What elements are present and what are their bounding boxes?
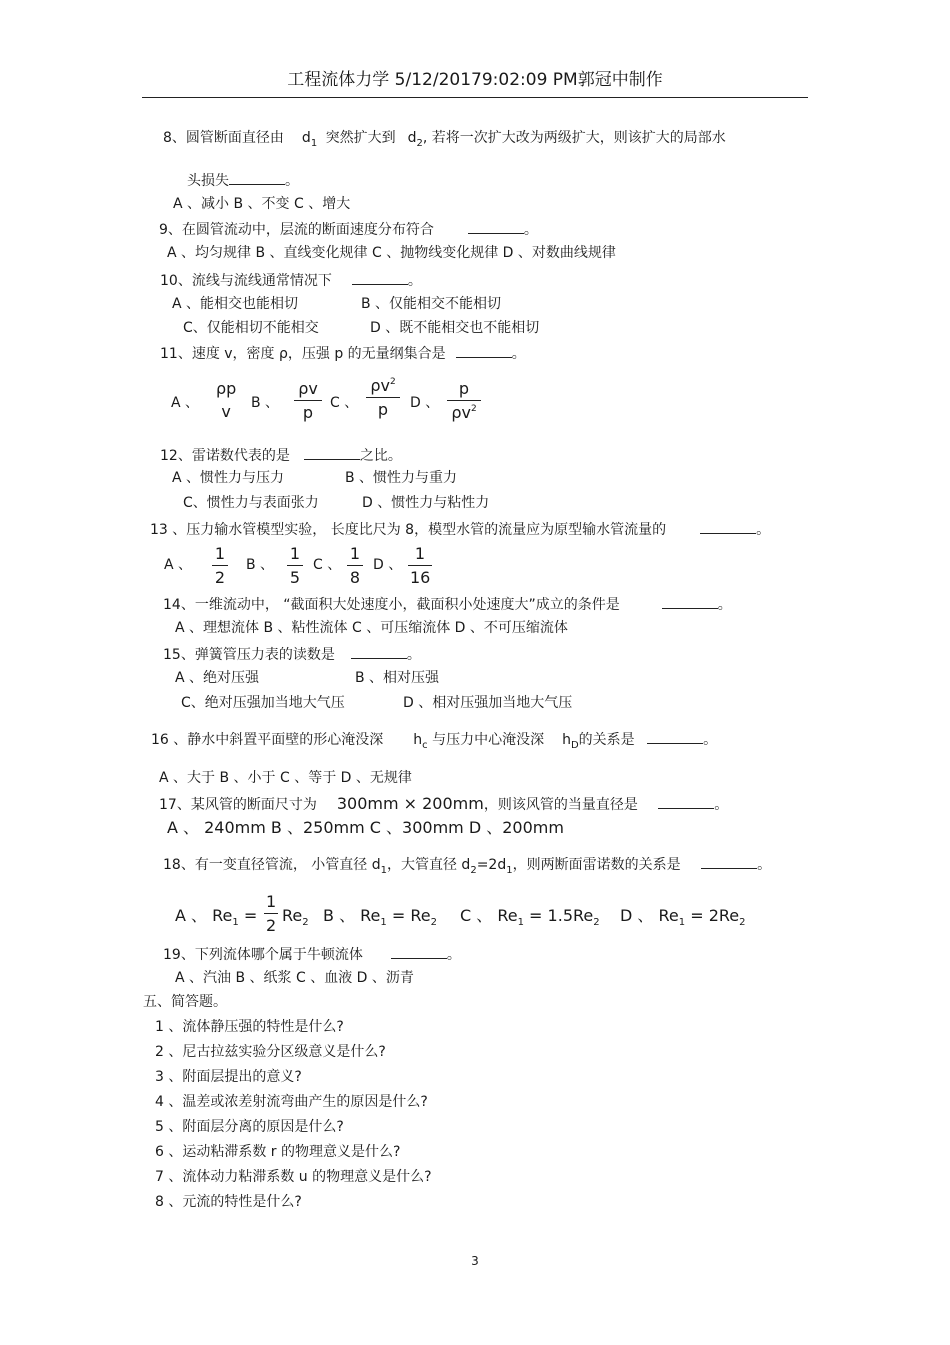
answer-blank[interactable]	[701, 856, 757, 869]
short-answer-item: 5 、附面层分离的原因是什么?	[155, 1119, 344, 1135]
question-19-options: A 、汽油 B 、纸浆 C 、血液 D 、沥青	[175, 970, 414, 986]
question-11-option-d-label: D 、	[410, 395, 440, 411]
question-18-option-d: D 、 $Re_1 = 2Re_2$	[620, 906, 746, 928]
question-10-option-b: B 、仅能相交不能相切	[361, 296, 502, 312]
question-12-option-b: B 、惯性力与重力	[345, 470, 458, 486]
question-15-option-b: B 、相对压强	[355, 670, 440, 686]
question-12: 12、雷诺数代表的是 之比。	[160, 448, 402, 464]
question-18-option-a-fraction: $\frac{1}{2}$	[266, 892, 277, 935]
question-17: 17、某风管的断面尺寸为 300mm × 200mm，则该风管的当量直径是 。	[159, 794, 729, 813]
answer-blank[interactable]	[647, 731, 703, 744]
question-12-option-d: D 、惯性力与粘性力	[362, 495, 490, 511]
question-12-option-a: A 、惯性力与压力	[172, 470, 285, 486]
question-8-options: A 、减小 B 、不变 C 、增大	[173, 196, 351, 212]
question-11-option-a-fraction: ρp v	[216, 379, 237, 421]
short-answer-item: 3 、附面层提出的意义?	[155, 1069, 302, 1085]
answer-blank[interactable]	[456, 345, 512, 358]
question-18: 18、有一变直径管流， 小管直径 $d_1$，大管直径 $d_2=2d_1$，则两断面雷诺数的关系是 。	[163, 857, 772, 876]
question-13-option-c-fraction: $\frac{1}{8}$	[347, 546, 363, 586]
short-answer-item: 7 、流体动力粘滞系数 u 的物理意义是什么?	[155, 1169, 432, 1185]
answer-blank[interactable]	[304, 447, 360, 460]
question-11: 11、速度 v，密度 ρ，压强 p 的无量纲集合是 。	[160, 346, 526, 362]
page-number: 3	[471, 1254, 479, 1268]
question-17-options: A 、 240mm B 、250mm C 、300mm D 、200mm	[167, 818, 564, 837]
question-11-option-a-label: A 、	[171, 395, 200, 411]
question-10-option-c: C、仅能相切不能相交	[183, 320, 319, 336]
question-10-option-a: A 、能相交也能相切	[172, 296, 299, 312]
question-9: 9、在圆管流动中，层流的断面速度分布符合 。	[159, 222, 538, 238]
answer-blank[interactable]	[391, 946, 447, 959]
answer-blank[interactable]	[658, 796, 714, 809]
answer-blank[interactable]	[662, 596, 718, 609]
question-18-option-c: C 、 $Re_1 = 1.5Re_2$	[460, 906, 600, 928]
short-answer-item: 8 、元流的特性是什么?	[155, 1194, 302, 1210]
question-19: 19、下列流体哪个属于牛顿流体 。	[163, 947, 461, 963]
question-8-line2: 头损失 。	[187, 173, 299, 189]
question-13-option-a-label: A 、	[164, 557, 193, 573]
question-13-option-c-label: C 、	[313, 557, 342, 573]
question-11-option-b-label: B 、	[251, 395, 280, 411]
short-answer-item: 4 、温差或浓差射流弯曲产生的原因是什么?	[155, 1094, 428, 1110]
answer-blank[interactable]	[700, 521, 756, 534]
question-11-option-c-label: C 、	[330, 395, 359, 411]
question-13-option-d-fraction: $\frac{1}{16}$	[410, 544, 431, 587]
question-18-option-a-rhs: $Re_2$	[282, 906, 309, 928]
header-rule	[142, 97, 808, 98]
question-13-option-d-label: D 、	[373, 557, 403, 573]
answer-blank[interactable]	[352, 272, 408, 285]
answer-blank[interactable]	[468, 221, 524, 234]
question-13-option-a-fraction: $\frac{1}{2}$	[212, 546, 228, 586]
question-11-option-d-fraction: $\frac{p}{\rho v^2}$	[447, 381, 481, 421]
question-15-option-c: C、绝对压强加当地大气压	[181, 695, 345, 711]
question-14-options: A 、理想流体 B 、粘性流体 C 、可压缩流体 D 、不可压缩流体	[175, 620, 568, 636]
question-16-options: A 、大于 B 、小于 C 、等于 D 、无规律	[159, 770, 412, 786]
question-13: 13 、压力输水管模型实验， 长度比尺为 8，模型水管的流量应为原型输水管流量的 。	[150, 522, 771, 538]
section-title: 五、简答题。	[143, 994, 227, 1010]
question-15-option-a: A 、绝对压强	[175, 670, 260, 686]
question-10-option-d: D 、既不能相交也不能相切	[370, 320, 540, 336]
short-answer-item: 2 、尼古拉兹实验分区级意义是什么?	[155, 1044, 386, 1060]
question-15: 15、弹簧管压力表的读数是 。	[163, 647, 421, 663]
question-10: 10、流线与流线通常情况下 。	[160, 273, 422, 289]
question-13-option-b-label: B 、	[246, 557, 275, 573]
question-15-option-d: D 、相对压强加当地大气压	[403, 695, 573, 711]
question-14: 14、一维流动中， “截面积大处速度小，截面积小处速度大”成立的条件是 。	[163, 597, 732, 613]
question-13-option-b-fraction: $\frac{1}{5}$	[287, 546, 303, 586]
question-8: 8、圆管断面直径由 $d_1$ 突然扩大到 $d_2$, 若将一次扩大改为两级扩大，则该扩大的局部水	[163, 130, 726, 149]
answer-blank[interactable]	[351, 646, 407, 659]
short-answer-item: 1 、流体静压强的特性是什么?	[155, 1019, 344, 1035]
short-answer-item: 6 、运动粘滞系数 r 的物理意义是什么?	[155, 1144, 401, 1160]
question-11-option-c-fraction: $\frac{\rho v^2}{p}$	[366, 378, 400, 418]
page-header-title: 工程流体力学 5/12/20179:02:09 PM郭冠中制作	[287, 70, 663, 90]
answer-blank[interactable]	[229, 172, 285, 185]
question-9-options: A 、均匀规律 B 、直线变化规律 C 、抛物线变化规律 D 、对数曲线规律	[167, 245, 616, 261]
question-18-option-b: B 、 $Re_1 = Re_2$	[323, 906, 437, 928]
question-11-option-b-fraction: $\frac{\rho v}{p}$	[294, 381, 322, 421]
question-16: 16 、静水中斜置平面壁的形心淹没深 $h_c$ 与压力中心淹没深 $h_D$的关系是 。	[151, 732, 718, 751]
question-18-option-a-label: A 、 $Re_1$ =	[175, 906, 258, 928]
question-12-option-c: C、惯性力与表面张力	[183, 495, 319, 511]
